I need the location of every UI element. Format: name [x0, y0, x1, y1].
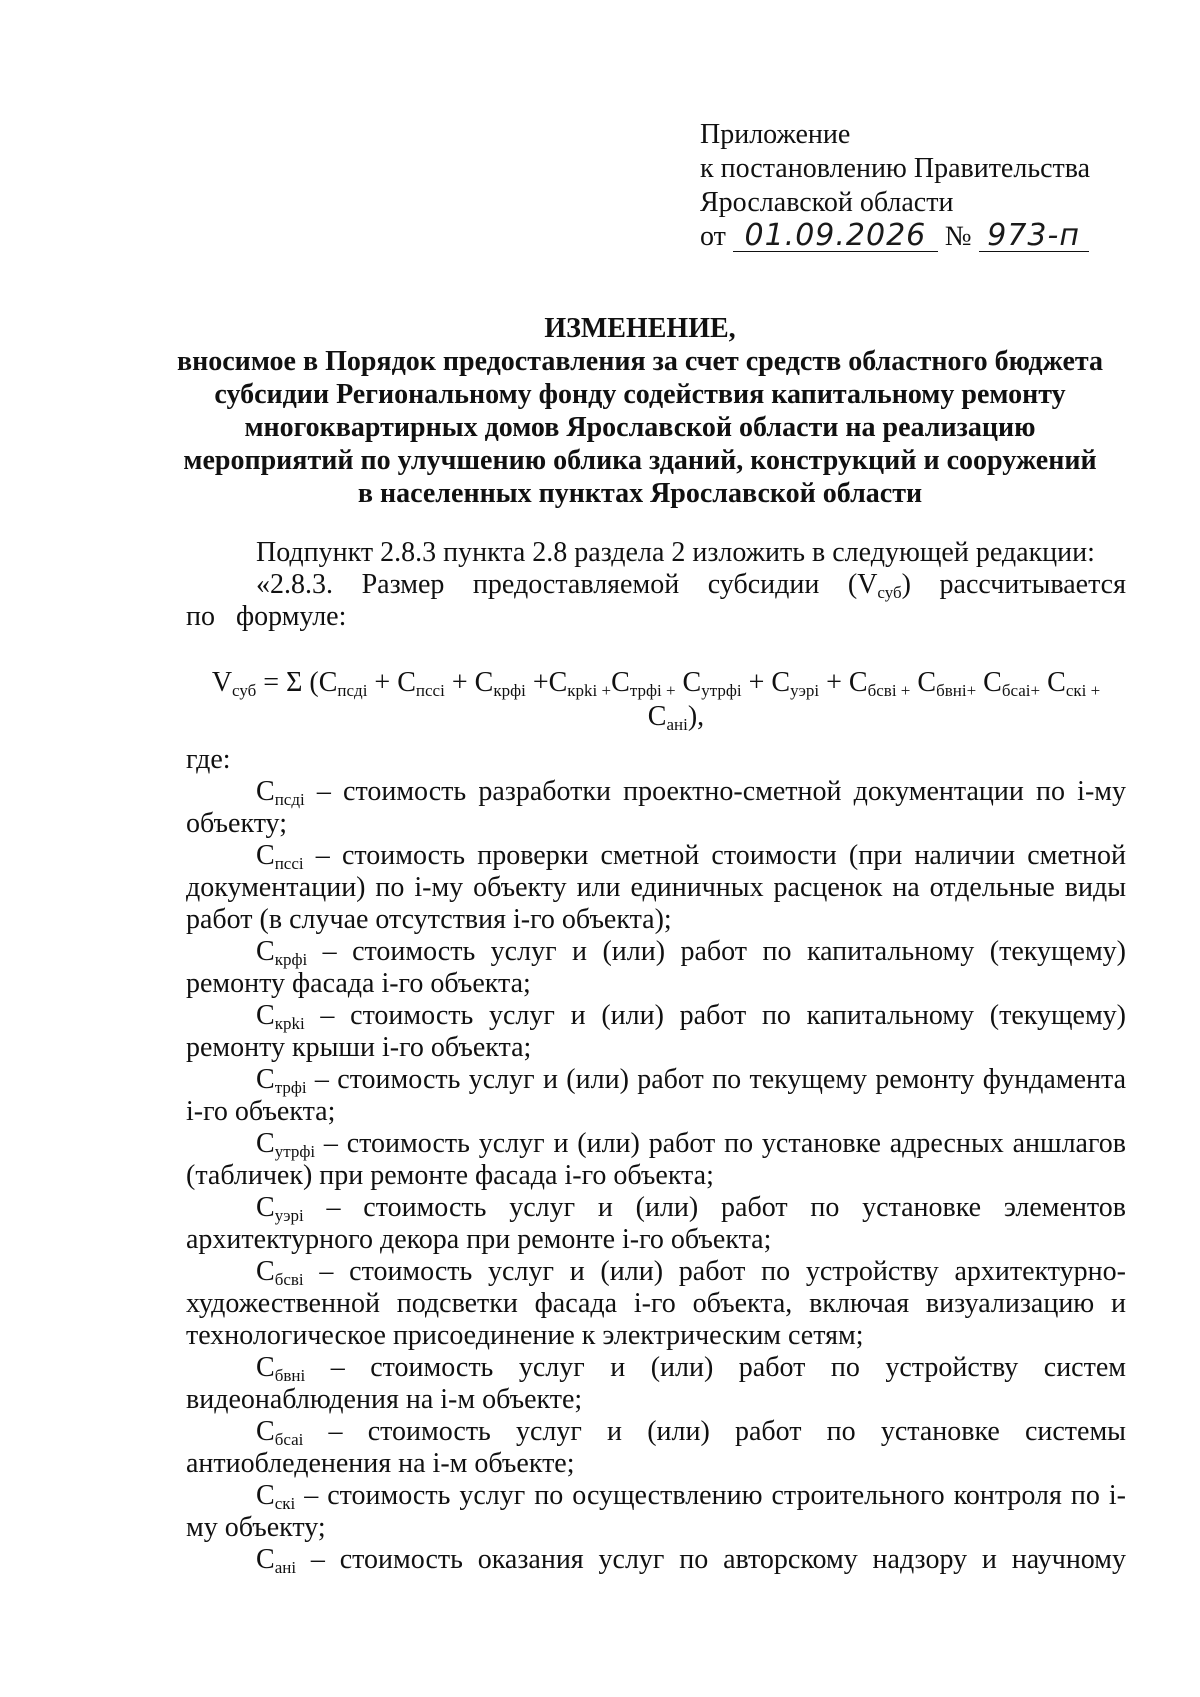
date-prefix: от [700, 221, 726, 252]
formula-term-symbol: С [397, 667, 416, 698]
formula-operator: + [819, 667, 849, 698]
formula-term-subscript: утрфi [701, 681, 742, 700]
formula-operator [676, 667, 683, 698]
formula-term-subscript: бсвi + [867, 681, 911, 700]
definition-subscript: скi [274, 1494, 296, 1513]
item-tail: ) рассчитывается по формуле: [186, 569, 1126, 632]
appendix-line-1: Приложение [700, 119, 851, 150]
formula-term-subscript: трфi + [629, 681, 676, 700]
formula-term-subscript: скi + [1065, 681, 1101, 700]
number-prefix: № [944, 221, 972, 252]
formula [186, 666, 1126, 734]
definition-symbol: С [256, 1480, 275, 1511]
definition-subscript: уэрi [274, 1206, 304, 1225]
definition-text: – стоимость услуг и (или) работ по капитальному (текущему) ремонту крыши i-го объекта; [186, 1000, 1126, 1063]
formula-last-term: С [647, 701, 667, 732]
formula-term-symbol: С [611, 667, 630, 698]
formula-operator: + [444, 667, 475, 698]
formula-operator: + [525, 667, 549, 698]
definition-item [186, 1352, 1126, 1416]
definition-item [186, 936, 1126, 1000]
heading-line-1: вносимое в Порядок предоставления за счет средств областного бюджета [177, 346, 1103, 377]
document-heading [150, 312, 1130, 510]
definition-text: – стоимость проверки сметной стоимости (при наличии сметной документации) по i-му объекту или единичных расценок на отдельные виды работ (в случае отсутствия i-го объекта); [186, 840, 1126, 935]
definitions-block [186, 744, 1126, 1576]
formula-term [549, 667, 612, 698]
formula-term-symbol: С [548, 667, 568, 698]
formula-line-1 [212, 667, 1100, 698]
intro-paragraph: Подпункт 2.8.3 пункта 2.8 раздела 2 изложить в следующей редакции: [256, 537, 1095, 568]
definition-item [186, 1000, 1126, 1064]
definition-subscript: анi [274, 1558, 297, 1577]
definition-subscript: бсвi [274, 1270, 304, 1289]
handwritten-date: 01.09.2026 [744, 218, 927, 253]
definition-text: – стоимость услуг и (или) работ по капитальному (текущему) ремонту фасада i-го объекта; [186, 936, 1126, 999]
definition-symbol: С [256, 1352, 275, 1383]
formula-term [397, 667, 474, 698]
where-label: где: [186, 744, 231, 775]
item-paragraph [186, 569, 1126, 633]
formula-operator: + [367, 667, 398, 698]
definition-item [186, 1128, 1126, 1192]
formula-term [1047, 667, 1100, 698]
formula-term [983, 667, 1047, 698]
definition-symbol: С [256, 1128, 275, 1159]
definition-text: – стоимость услуг и (или) работ по устройству систем видеонаблюдения на i-м объекте; [186, 1352, 1126, 1415]
formula-lhs: V [211, 667, 233, 698]
formula-term-subscript: бсаi+ [1001, 681, 1041, 700]
definition-item [186, 1416, 1126, 1480]
definition-subscript: бсаi [274, 1430, 304, 1449]
formula-lhs-subscript: суб [232, 681, 257, 700]
appendix-line-3: Ярославской области [700, 187, 954, 218]
definition-item [186, 1064, 1126, 1128]
formula-term [849, 667, 917, 698]
heading-line-3: многоквартирных домов Ярославской области на реализацию [244, 412, 1036, 443]
formula-term-subscript: крфi [493, 681, 526, 700]
definition-symbol: С [256, 776, 275, 807]
heading-line-4: мероприятий по улучшению облика зданий, конструкций и сооружений [183, 445, 1097, 476]
definition-item [186, 840, 1126, 936]
definition-item [186, 1544, 1126, 1576]
formula-term-subscript: крki + [567, 681, 612, 700]
definition-symbol: С [256, 1000, 275, 1031]
definition-symbol: С [256, 1256, 275, 1287]
date-field [733, 218, 938, 253]
appendix-block [700, 118, 1140, 254]
definitions-list [186, 776, 1126, 1576]
definition-subscript: крki [274, 1014, 305, 1033]
definition-symbol: С [256, 840, 275, 871]
formula-equals: = Σ ( [256, 667, 319, 698]
formula-operator: + [741, 667, 772, 698]
definition-symbol: С [256, 1544, 275, 1575]
definition-text: – стоимость услуг по осуществлению строительного контроля по i-му объекту; [186, 1480, 1126, 1543]
formula-last-subscript: анi [666, 715, 688, 734]
definition-text: – стоимость услуг и (или) работ по установке системы антиобледенения на i-м объекте; [186, 1416, 1126, 1479]
definition-text: – стоимость услуг и (или) работ по установке элементов архитектурного декора при ремонте i-го объекта; [186, 1192, 1126, 1255]
definition-symbol: С [256, 936, 275, 967]
definition-subscript: трфi [274, 1078, 307, 1097]
appendix-line-2: к постановлению Правительства [700, 153, 1091, 184]
definition-item [186, 1480, 1126, 1544]
formula-term [683, 667, 772, 698]
appendix-date-line [700, 220, 1140, 254]
heading-title: ИЗМЕНЕНИЕ, [544, 313, 736, 344]
formula-close: ), [687, 701, 705, 732]
definition-text: – стоимость услуг и (или) работ по текущему ремонту фундамента i-го объекта; [186, 1064, 1126, 1127]
handwritten-number: 973-п [987, 218, 1080, 253]
definition-subscript: утрфi [274, 1142, 316, 1161]
formula-term [319, 667, 398, 698]
definition-subscript: псдi [274, 790, 305, 809]
formula-term-symbol: С [917, 667, 937, 698]
number-field [979, 218, 1089, 253]
formula-term-symbol: С [318, 667, 338, 698]
formula-term [475, 667, 549, 698]
intro-block [186, 537, 1126, 633]
formula-term-subscript: бвнi+ [936, 681, 977, 700]
formula-term [771, 667, 849, 698]
formula-term [611, 667, 682, 698]
formula-term-symbol: С [983, 667, 1002, 698]
definition-item [186, 1256, 1126, 1352]
definition-text: – стоимость услуг и (или) работ по установке адресных аншлагов (табличек) при ремонте фасада i-го объекта; [186, 1128, 1126, 1191]
item-lead-subscript: суб [877, 583, 902, 602]
definition-symbol: С [256, 1064, 275, 1095]
definition-text: – стоимость разработки проектно-сметной документации по i-му объекту; [186, 776, 1126, 839]
formula-term [917, 667, 983, 698]
definition-subscript: крфi [274, 950, 308, 969]
formula-term-symbol: С [474, 667, 494, 698]
item-lead: «2.8.3. Размер предоставляемой субсидии (V [256, 569, 878, 600]
formula-terms [319, 667, 1100, 698]
formula-line-2 [186, 700, 1126, 734]
formula-term-symbol: С [771, 667, 791, 698]
definition-symbol: С [256, 1192, 275, 1223]
formula-term-symbol: С [1047, 667, 1066, 698]
definition-symbol: С [256, 1416, 275, 1447]
definition-text: – стоимость услуг и (или) работ по устройству архитектурно-художественной подсветки фасада i-го объекта, включая визуализацию и технологическое присоединение к электрическим сетям; [186, 1256, 1126, 1351]
definition-subscript: пссi [274, 854, 304, 873]
formula-term-subscript: псдi [337, 681, 368, 700]
heading-line-5: в населенных пунктах Ярославской области [357, 478, 923, 509]
formula-term-subscript: уэрi [790, 681, 820, 700]
definition-text: – стоимость оказания услуг по авторскому надзору и научному [296, 1544, 1126, 1575]
definition-subscript: бвнi [274, 1366, 306, 1385]
formula-term-symbol: С [848, 667, 868, 698]
heading-line-2: субсидии Региональному фонду содействия капитальному ремонту [214, 379, 1066, 410]
definition-item [186, 1192, 1126, 1256]
formula-term-symbol: С [682, 667, 702, 698]
definition-item [186, 776, 1126, 840]
formula-term-subscript: пссi [415, 681, 445, 700]
